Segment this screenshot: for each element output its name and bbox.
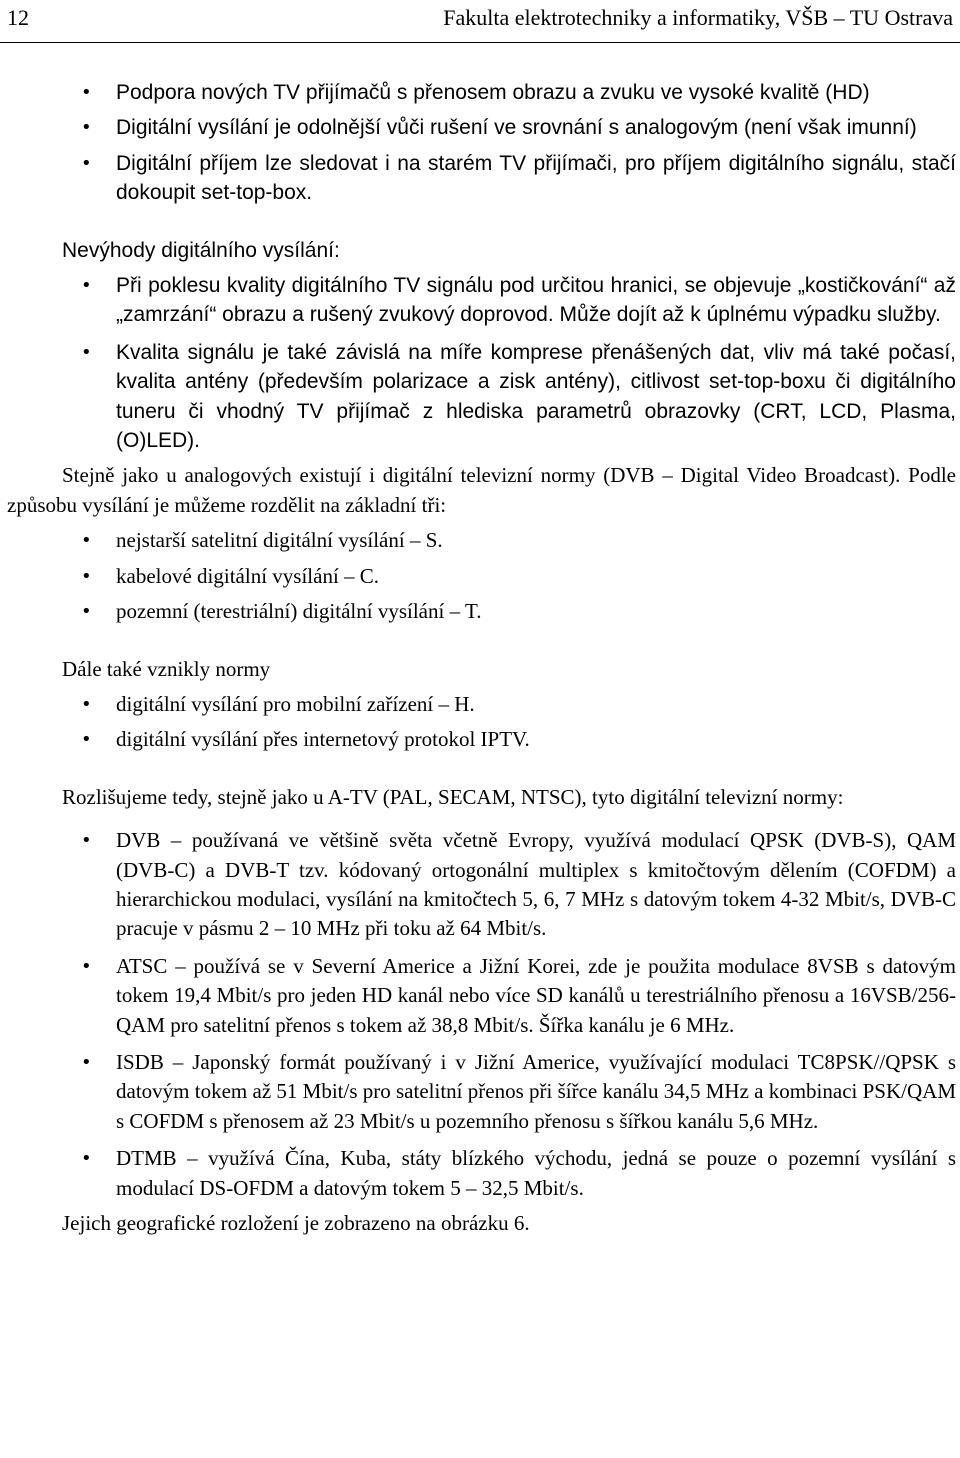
page-header — [7, 4, 953, 32]
dvb-intro-paragraph: Stejně jako u analogových existují i digitální televizní normy (DVB – Digital Video Broadcast). Podle způsobu vysílání je můžeme rozdělit na základní tři: — [7, 463, 956, 517]
header-divider — [0, 42, 960, 43]
disadvantages-heading: Nevýhody digitálního vysílání: — [62, 238, 340, 262]
list-item: • digitální vysílání pro mobilní zařízení – H. — [7, 690, 956, 719]
list-item: • ISDB – Japonský formát používaný i v Jižní Americe, využívající modulaci TC8PSK//QPSK s datovým tokem až 51 Mbit/s pro satelitní přenos při šířce kanálu 34,5 MHz a kombinaci PSK/QAM s COFDM s přenosem až 23 Mbit/s u pozemního přenosu s šířkou kanálu 5,6 MHz. — [7, 1048, 956, 1136]
tv-norms-intro: Rozlišujeme tedy, stejně jako u A-TV (PAL, SECAM, NTSC), tyto digitální televizní normy: — [62, 784, 844, 809]
other-norms-intro: Dále také vznikly normy — [62, 656, 271, 681]
page-body — [7, 78, 956, 1238]
list-item: • DVB – používaná ve většině světa včetně Evropy, využívá modulací QPSK (DVB-S), QAM (DVB-C) a DVB-T tzv. kódovaný ortogonální multiplex s kmitočtovým dělením (COFDM) a hierarchickou modulaci, vysílání na kmitočtech 5, 6, 7 MHz s datovým tokem 4-32 Mbit/s, DVB-C pracuje v pásmu 2 – 10 MHz při toku až 64 Mbit/s. — [7, 826, 956, 944]
header-title: Fakulta elektrotechniky a informatiky, VŠB – TU Ostrava — [443, 5, 953, 30]
list-item: • Kvalita signálu je také závislá na míře komprese přenášených dat, vliv má také počasí, kvalita antény (především polarizace a zisk antény), citlivost set-top-boxu či digitálního tuneru či vhodný TV přijímač z hlediska parametrů obrazovky (CRT, LCD, Plasma, (O)LED). — [7, 338, 956, 456]
disadvantages-list — [7, 271, 956, 455]
list-item: • ATSC – používá se v Severní Americe a Jižní Korei, zde je použita modulace 8VSB s datovým tokem 19,4 Mbit/s pro jeden HD kanál nebo více SD kanálů u terestriálního přenosu a 16VSB/256-QAM pro satelitní přenos s tokem až 38,8 Mbit/s. Šířka kanálu je 6 MHz. — [7, 952, 956, 1040]
list-item: • digitální vysílání přes internetový protokol IPTV. — [7, 725, 956, 754]
dvb-types-list — [7, 526, 956, 626]
list-item: • Podpora nových TV přijímačů s přenosem obrazu a zvuku ve vysoké kvalitě (HD) — [7, 78, 956, 107]
list-item: • Digitální příjem lze sledovat i na starém TV přijímači, pro příjem digitálního signálu, stačí dokoupit set-top-box. — [7, 149, 956, 208]
intro-bullet-list — [7, 78, 956, 208]
list-item: • Digitální vysílání je odolnější vůči rušení ve srovnání s analogovým (není však imunní) — [7, 113, 956, 142]
other-norms-list — [7, 690, 956, 755]
list-item: • nejstarší satelitní digitální vysílání – S. — [7, 526, 956, 555]
list-item: • kabelové digitální vysílání – C. — [7, 562, 956, 591]
closing-paragraph: Jejich geografické rozložení je zobrazeno na obrázku 6. — [62, 1211, 530, 1235]
list-item: • pozemní (terestriální) digitální vysílání – T. — [7, 597, 956, 626]
page-number: 12 — [7, 5, 29, 30]
list-item: • DTMB – využívá Čína, Kuba, státy blízkého východu, jedná se pouze o pozemní vysílání s modulací DS-OFDM a datovým tokem 5 – 32,5 Mbit/s. — [7, 1144, 956, 1203]
tv-norms-list — [7, 826, 956, 1203]
list-item: • Při poklesu kvality digitálního TV signálu pod určitou hranici, se objevuje „kostičkování“ až „zamrzání“ obrazu a rušený zvukový doprovod. Může dojít až k úplnému výpadku služby. — [7, 271, 956, 330]
